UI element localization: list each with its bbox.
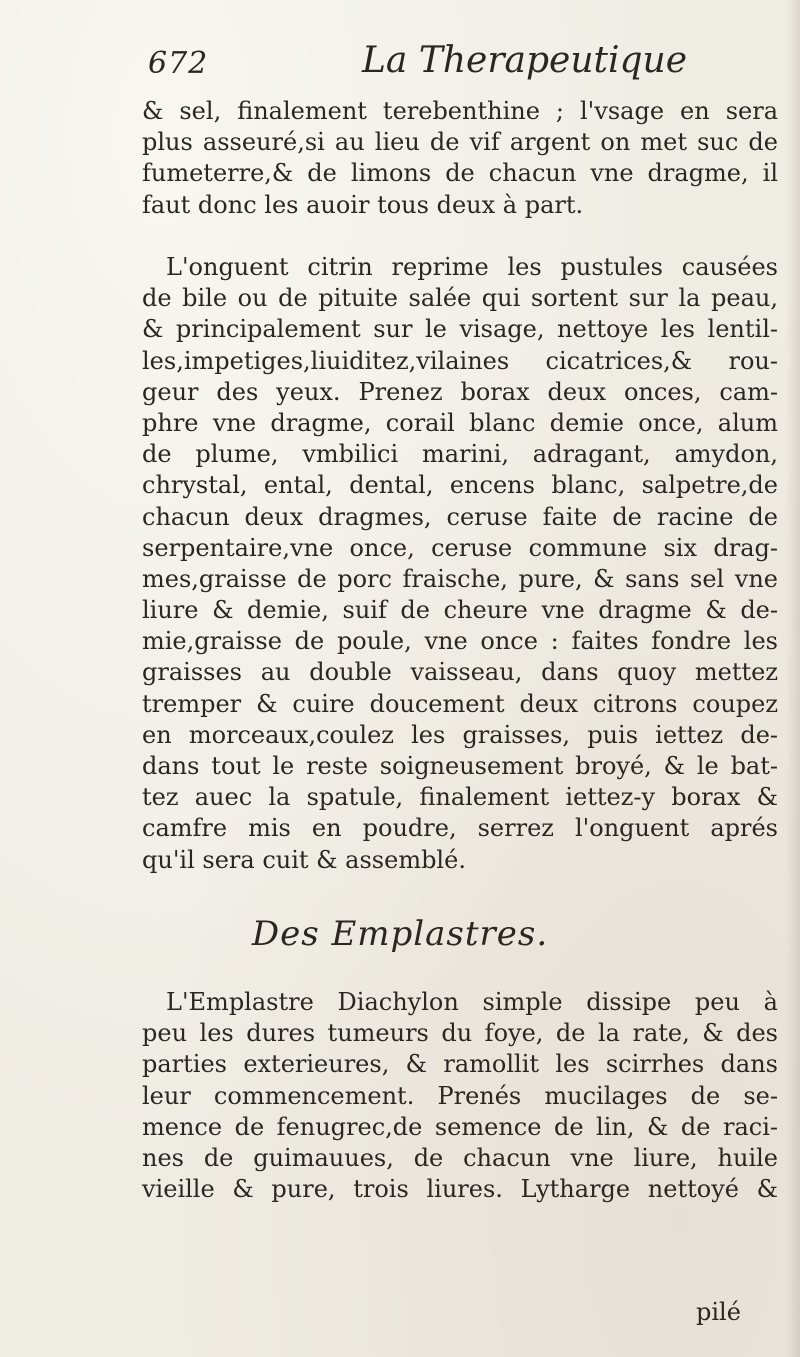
text-line: plus asseuré,si au lieu de vif argent on met suc de — [142, 128, 778, 157]
text-line: & principalement sur le visage, nettoye les lentil- — [142, 315, 778, 344]
text-line: de bile ou de pituite salée qui sortent sur la peau, — [142, 284, 778, 313]
text-line: fumeterre,& de limons de chacun vne dragme, il — [142, 159, 778, 188]
catchword: pilé — [696, 1298, 741, 1326]
text-line: dans tout le reste soigneusement broyé, & le bat- — [142, 752, 778, 780]
text-line: serpentaire,vne once, ceruse commune six drag- — [142, 533, 778, 562]
text-line: mence de fenugrec,de semence de lin, & de raci- — [142, 1112, 778, 1141]
text-line: phre vne dragme, corail blanc demie once, alum — [142, 408, 778, 437]
text-line: tez auec la spatule, finalement iettez-y borax & — [142, 783, 778, 812]
text-line: mes,graisse de porc fraische, pure, & sans sel vne — [142, 564, 778, 593]
text-line: L'Emplastre Diachylon simple dissipe peu à — [166, 988, 778, 1016]
text-line: en morceaux,coulez les graisses, puis iettez de- — [142, 720, 778, 749]
text-line: chacun deux dragmes, ceruse faite de racine de — [142, 502, 778, 531]
text-line: qu'il sera cuit & assemblé. — [142, 845, 466, 874]
text-line: liure & demie, suif de cheure vne dragme & de- — [142, 596, 778, 625]
page-number: 672 — [148, 46, 209, 81]
paragraph-onguent-citrin — [142, 252, 778, 876]
paragraph-emplastre-diachylon — [142, 987, 778, 1205]
text-line: les,impetiges,liuiditez,vilaines cicatrices,& rou- — [142, 346, 778, 375]
text-line: faut donc les auoir tous deux à part. — [142, 190, 584, 219]
text-line: chrystal, ental, dental, encens blanc, salpetre,de — [142, 471, 778, 500]
text-line: mie,graisse de poule, vne once : faites fondre les — [142, 627, 778, 656]
page-edge-shadow — [786, 0, 800, 1357]
text-line: vieille & pure, trois liures. Lytharge nettoyé & — [142, 1175, 778, 1204]
page-header — [148, 40, 708, 90]
text-line: tremper & cuire doucement deux citrons coupez — [142, 689, 778, 718]
text-line: graisses au double vaisseau, dans quoy mettez — [142, 658, 778, 687]
text-line: parties exterieures, & ramollit les scirrhes dans — [142, 1050, 778, 1079]
paragraph-continuation — [142, 96, 778, 221]
text-line: geur des yeux. Prenez borax deux onces, cam- — [142, 377, 778, 406]
running-title: La Therapeutique — [362, 40, 688, 81]
text-line: camfre mis en poudre, serrez l'onguent aprés — [142, 814, 778, 843]
section-heading: Des Emplastres. — [251, 914, 549, 954]
text-line: L'onguent citrin reprime les pustules causées — [166, 253, 778, 281]
text-line: & sel, finalement terebenthine ; l'vsage en sera — [142, 97, 778, 125]
text-line: peu les dures tumeurs du foye, de la rate, & des — [142, 1019, 778, 1048]
text-line: leur commencement. Prenés mucilages de se- — [142, 1081, 778, 1110]
text-line: de plume, vmbilici marini, adragant, amydon, — [142, 440, 778, 469]
text-line: nes de guimauues, de chacun vne liure, huile — [142, 1143, 778, 1172]
